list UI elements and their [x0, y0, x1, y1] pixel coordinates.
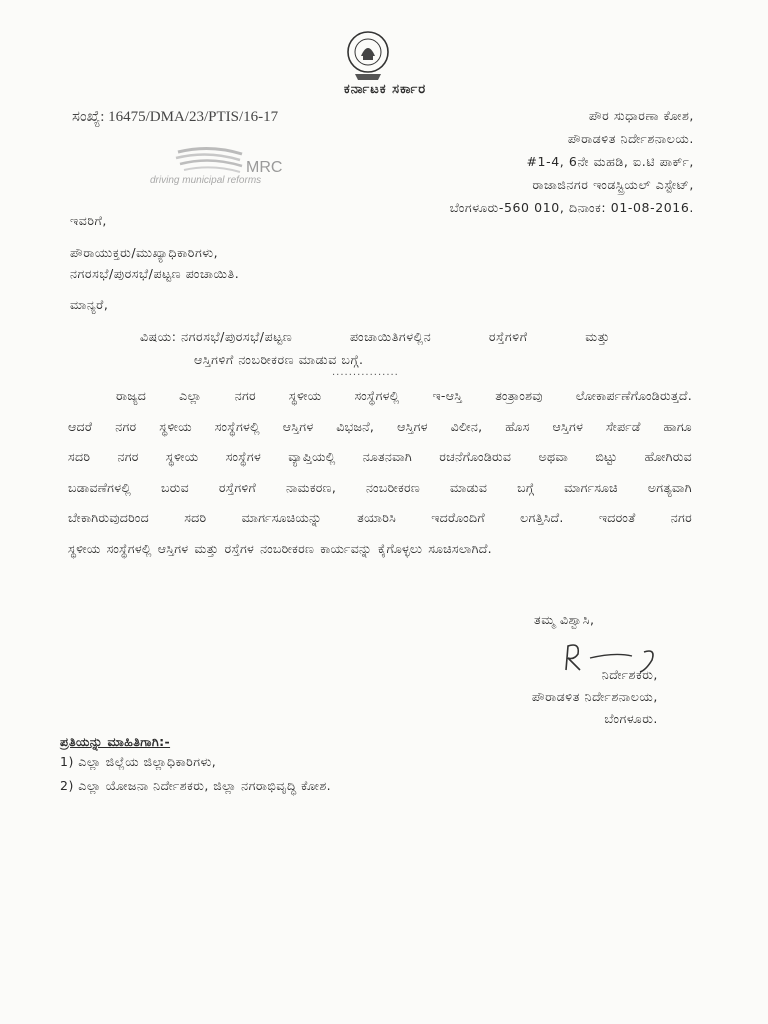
- body-word: ರಸ್ತೆಗಳ: [224, 540, 255, 556]
- body-word: ಅಥವಾ: [538, 449, 569, 464]
- body-word: ಹೊಸ: [505, 418, 530, 434]
- body-word: ಸೂಚಿಸಲಾಗಿದೆ.: [428, 540, 492, 556]
- body-word: ಇದರೊಂದಿಗೆ: [431, 510, 485, 525]
- body-word: ನೂತನವಾಗಿ: [362, 449, 413, 464]
- body-word: ಸ್ಥಳೀಯ: [159, 418, 192, 434]
- body-word: ಸಂಸ್ಥೆಗಳಲ್ಲಿ: [354, 388, 400, 403]
- body-word: ಮಾಡುವ: [450, 479, 488, 495]
- body-word: ತಂತ್ರಾಂಶವು: [495, 388, 543, 403]
- body-word: ಹಾಗೂ: [663, 418, 692, 434]
- body-word: ಲೋಕಾರ್ಪಣೆಗೊಂಡಿರುತ್ತದೆ.: [575, 388, 692, 403]
- body-word: ರಸ್ತೆಗಳಿಗೆ: [218, 479, 257, 495]
- body-line: [68, 473, 692, 504]
- body-word: ಬರುವ: [161, 479, 189, 495]
- body-word: ಮತ್ತು: [194, 540, 219, 556]
- subject-line-2: ಆಸ್ತಿಗಳಿಗೆ ನಂಬರೀಕರಣ ಮಾಡುವ ಬಗ್ಗೆ.: [194, 352, 364, 367]
- body-word: ಲಗತ್ತಿಸಿದೆ.: [520, 510, 564, 525]
- body-word: ಮಾರ್ಗಸೂಚಿ: [564, 479, 618, 495]
- recipient-line-2: ನಗರಸಭೆ/ಪುರಸಭೆ/ಪಟ್ಟಣ ಪಂಚಾಯಿತಿ.: [70, 266, 240, 281]
- body-word: ಸಂಸ್ಥೆಗಳ: [225, 449, 262, 464]
- mrc-logo-text: MRC: [246, 159, 283, 176]
- address-line: ಬೆಂಗಳೂರು-560 010, ದಿನಾಂಕ: 01-08-2016.: [449, 200, 694, 215]
- body-word: ಕೈಗೊಳ್ಳಲು: [377, 540, 423, 556]
- copy-to-list: [60, 750, 331, 798]
- subject-block: [140, 325, 610, 371]
- signatory-city: ಬೆಂಗಳೂರು.: [604, 711, 658, 726]
- body-word: ಸಂಸ್ಥೆಗಳಲ್ಲಿ: [214, 418, 260, 434]
- body-line: [68, 534, 692, 565]
- body-word: ಆಸ್ತಿಗಳ: [397, 418, 428, 434]
- body-word: ಸದರಿ: [68, 449, 91, 464]
- subject-word: ರಸ್ತೆಗಳಿಗೆ: [488, 329, 528, 344]
- body-word: ಸ್ಥಳೀಯ: [288, 388, 322, 403]
- body-word: ಬಗ್ಗೆ: [517, 479, 535, 495]
- body-word: ಕಾರ್ಯವನ್ನು: [320, 540, 372, 556]
- body-word: ನಗರ: [670, 510, 692, 525]
- government-title: ಕರ್ನಾಟಕ ಸರ್ಕಾರ: [343, 82, 427, 97]
- body-line: [68, 412, 692, 443]
- body-word: ಆಸ್ತಿಗಳ: [552, 418, 584, 434]
- body-word: ಸೇರ್ಪಡೆ: [606, 418, 641, 434]
- body-word: ಬಡಾವಣೆಗಳಲ್ಲಿ: [68, 479, 132, 495]
- body-word: ನಗರ: [115, 418, 137, 434]
- body-word: ಬಿಟ್ಟು: [595, 449, 618, 464]
- body-word: ವಿಲೀನ,: [450, 418, 483, 434]
- body-word: ವಿಭಜನೆ,: [336, 418, 375, 434]
- subject-word: ವಿಷಯ: ನಗರಸಭೆ/ಪುರಸಭೆ/ಪಟ್ಟಣ: [140, 329, 293, 344]
- body-word: ರಾಜ್ಯದ: [116, 388, 147, 403]
- body-word: ವ್ಯಾಪ್ತಿಯಲ್ಲಿ: [288, 449, 336, 464]
- body-word: ಆಸ್ತಿಗಳ: [282, 418, 314, 434]
- body-line: [68, 381, 692, 412]
- body-word: ಸದರಿ: [184, 510, 207, 525]
- subject-word: ಮತ್ತು: [585, 329, 610, 344]
- body-word: ಇ-ಆಸ್ತಿ: [432, 388, 463, 403]
- copy-to-item: 1) ಎಲ್ಲಾ ಜಿಲ್ಲೆಯ ಜಿಲ್ಲಾಧಿಕಾರಿಗಳು,: [60, 754, 217, 769]
- recipient-to: ಇವರಿಗೆ,: [70, 213, 107, 228]
- mrc-logo: [150, 146, 320, 186]
- body-word: ನಾಮಕರಣ,: [285, 479, 337, 495]
- recipient-line-1: ಪೌರಾಯುಕ್ತರು/ಮುಖ್ಯಾಧಿಕಾರಿಗಳು,: [70, 245, 219, 260]
- signatory-office: ಪೌರಾಡಳಿತ ನಿರ್ದೇಶನಾಲಯ,: [531, 689, 658, 704]
- body-word: ಸ್ಥಳೀಯ: [165, 449, 199, 464]
- body-word: ನಂಬರೀಕರಣ: [366, 479, 421, 495]
- body-line: [68, 503, 692, 534]
- signatory-title: ನಿರ್ದೇಶಕರು,: [601, 667, 658, 682]
- subject-separator: ................: [332, 367, 399, 378]
- body-word: ನಗರ: [117, 449, 139, 464]
- body-word: ಹೋಗಿರುವ: [644, 449, 692, 464]
- body-line: [68, 442, 692, 473]
- subject-word: ಪಂಚಾಯಿತಿಗಳಲ್ಲಿನ: [349, 329, 432, 344]
- body-word: ಇದರಂತೆ: [598, 510, 636, 525]
- signatory-block: [532, 664, 658, 730]
- body-word: ಅಗತ್ಯವಾಗಿ: [647, 479, 692, 495]
- government-emblem-icon: [345, 30, 391, 82]
- address-line: ಪೌರಾಡಳಿತ ನಿರ್ದೇಶನಾಲಯ.: [567, 131, 694, 146]
- closing: ತಮ್ಮ ವಿಶ್ವಾಸಿ,: [534, 612, 595, 627]
- copy-to-item: 2) ಎಲ್ಲಾ ಯೋಜನಾ ನಿರ್ದೇಶಕರು, ಜಿಲ್ಲಾ ನಗರಾಭಿವೃದ್ಧಿ ಕೋಶ.: [60, 778, 332, 793]
- body-word: ರಚನೆಗೊಂಡಿರುವ: [439, 449, 512, 464]
- body-word: ಮಾರ್ಗಸೂಚಿಯನ್ನು: [241, 510, 322, 525]
- office-address: [450, 104, 694, 219]
- body-word: ನಗರ: [234, 388, 256, 403]
- body-word: ಸ್ಥಳೀಯ: [68, 540, 101, 556]
- body-word: ಆಸ್ತಿಗಳ: [157, 540, 189, 556]
- body-word: ಎಲ್ಲಾ: [179, 388, 202, 403]
- address-line: ರಾಜಾಜಿನಗರ ಇಂಡಸ್ಟ್ರಿಯಲ್ ಎಸ್ಟೇಟ್,: [532, 177, 694, 192]
- address-line: ಪೌರ ಸುಧಾರಣಾ ಕೋಶ,: [588, 108, 694, 123]
- body-word: ಸಂಸ್ಥೆಗಳಲ್ಲಿ: [106, 540, 152, 556]
- address-line: #1-4, 6ನೇ ಮಹಡಿ, ಐ.ಟಿ ಪಾರ್ಕ್,: [526, 154, 694, 169]
- body-word: ಬೇಕಾಗಿರುವುದರಿಂದ: [68, 510, 149, 525]
- copy-to-heading: ಪ್ರತಿಯನ್ನು ಮಾಹಿತಿಗಾಗಿ:-: [60, 734, 171, 749]
- body-word: ನಂಬರೀಕರಣ: [260, 540, 315, 556]
- reference-number: ಸಂಖ್ಯೆ: 16475/DMA/23/PTIS/16-17: [72, 109, 279, 125]
- body-word: ತಯಾರಿಸಿ: [357, 510, 397, 525]
- body-word: ಆದರೆ: [68, 418, 93, 434]
- mrc-logo-tagline: driving municipal reforms: [150, 175, 262, 186]
- body-paragraph: [68, 381, 692, 564]
- salutation: ಮಾನ್ಯರೆ,: [70, 297, 109, 312]
